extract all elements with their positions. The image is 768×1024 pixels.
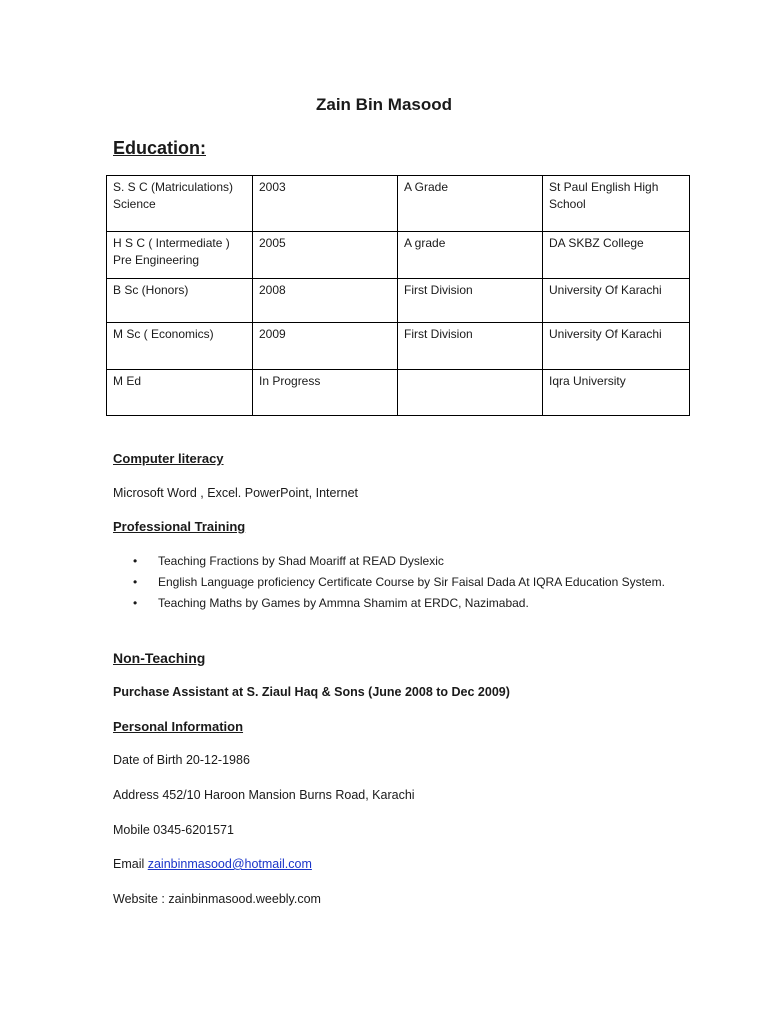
qualification-cell: S. S C (Matriculations) Science: [107, 176, 253, 232]
result-cell: A grade: [398, 232, 543, 279]
non-teaching-text: Purchase Assistant at S. Ziaul Haq & Sons (June 2008 to Dec 2009): [113, 685, 510, 699]
table-row: [107, 279, 690, 323]
result-cell: First Division: [398, 279, 543, 323]
qualification-cell: M Ed: [107, 370, 253, 416]
training-list: [113, 551, 673, 614]
qualification-cell: H S C ( Intermediate ) Pre Engineering: [107, 232, 253, 279]
institution-cell: University Of Karachi: [543, 323, 690, 370]
email-line: [113, 857, 312, 871]
computer-literacy-text: Microsoft Word , Excel. PowerPoint, Internet: [113, 486, 359, 500]
table-row: [107, 176, 690, 232]
computer-literacy-heading: Computer literacy: [113, 451, 224, 466]
institution-cell: DA SKBZ College: [543, 232, 690, 279]
bullet-icon: •: [133, 596, 138, 610]
email-link[interactable]: zainbinmasood@hotmail.com: [147, 857, 312, 871]
table-row: [107, 323, 690, 370]
year-cell: 2009: [253, 323, 398, 370]
page-title: Zain Bin Masood: [316, 95, 452, 114]
list-item: • Teaching Fractions by Shad Moariff at READ Dyslexic: [113, 551, 673, 572]
list-item: • Teaching Maths by Games by Ammna Shamim at ERDC, Nazimabad.: [113, 593, 673, 614]
email-label: Email: [113, 857, 148, 871]
institution-cell: St Paul English High School: [543, 176, 690, 232]
table-row: [107, 370, 690, 416]
result-cell: [398, 370, 543, 416]
mobile: Mobile 0345-6201571: [113, 823, 234, 837]
website: Website : zainbinmasood.weebly.com: [113, 892, 321, 906]
list-item: • English Language proficiency Certificate Course by Sir Faisal Dada At IQRA Education System.: [113, 572, 673, 593]
education-table: [106, 175, 690, 416]
qualification-cell: B Sc (Honors): [107, 279, 253, 323]
professional-training-heading: Professional Training: [113, 519, 246, 534]
non-teaching-heading: Non-Teaching: [113, 650, 206, 666]
result-cell: A Grade: [398, 176, 543, 232]
year-cell: 2005: [253, 232, 398, 279]
education-heading: Education:: [113, 138, 206, 158]
institution-cell: Iqra University: [543, 370, 690, 416]
address: Address 452/10 Haroon Mansion Burns Road, Karachi: [113, 788, 415, 802]
year-cell: In Progress: [253, 370, 398, 416]
bullet-icon: •: [133, 554, 138, 568]
qualification-cell: M Sc ( Economics): [107, 323, 253, 370]
year-cell: 2008: [253, 279, 398, 323]
result-cell: First Division: [398, 323, 543, 370]
table-row: [107, 232, 690, 279]
bullet-icon: •: [133, 575, 138, 589]
date-of-birth: Date of Birth 20-12-1986: [113, 753, 250, 767]
institution-cell: University Of Karachi: [543, 279, 690, 323]
year-cell: 2003: [253, 176, 398, 232]
personal-information-heading: Personal Information: [113, 719, 244, 734]
